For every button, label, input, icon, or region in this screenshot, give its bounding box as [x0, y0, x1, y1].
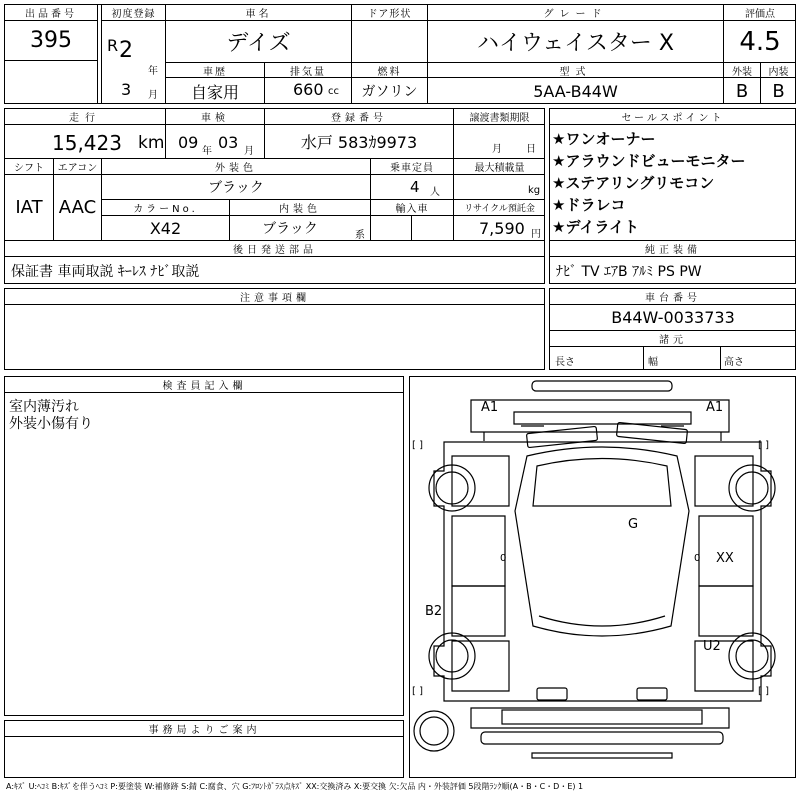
displacement-unit: cc [328, 86, 339, 97]
inspector-header: 検査員記入欄 [162, 381, 247, 392]
genuine-equipment-header: 純正装備 [645, 245, 701, 256]
interior-color-unit: 系 [355, 230, 365, 241]
bracket-mark: [ ] [412, 440, 423, 451]
dimension-width: 幅 [648, 357, 658, 368]
zero-mark: 0 [694, 553, 701, 564]
displacement-header: 排気量 [290, 66, 326, 77]
exterior-color-header: 外装色 [215, 163, 257, 174]
legend-text: A:ｷｽﾞ U:ﾍｺﾐ B:ｷｽﾞを伴うﾍｺﾐ P:要塗装 W:補修跡 S:錆 C:腐食、穴 G:ﾌﾛﾝﾄｶﾞﾗｽ点ｷｽﾞ XX:交換済み X:要交換 欠:欠品 内・外装評価 5段階ﾗﾝｸ順(A・B・C・D・E) 1 [6, 782, 584, 791]
capacity-unit: 人 [430, 187, 440, 198]
year-unit: 年 [148, 66, 158, 77]
aircon-header: エアコン [57, 163, 98, 174]
lot-number-header: 出品番号 [25, 9, 77, 20]
genuine-equipment-value: ﾅﾋﾞ TV ｴｱB ｱﾙﾐ PS PW [556, 263, 702, 280]
first-registration-header: 初度登録 [111, 9, 156, 20]
office-value [5, 737, 404, 777]
damage-mark-right-rear: U2 [703, 639, 721, 654]
sales-point-item: ★ステアリングリモコン [552, 174, 715, 192]
door-value [352, 21, 427, 62]
exterior-score-header: 外装 [732, 66, 752, 77]
bracket-mark: [ ] [412, 686, 423, 697]
shift-header: シフト [14, 163, 44, 174]
inspector-note: 室内薄汚れ [9, 399, 79, 415]
transfer-due-month: 月 [492, 144, 502, 155]
inspection-year: 09 [178, 133, 199, 152]
first-registration-year: 2 [119, 38, 133, 63]
max-load-header: 最大積載量 [474, 163, 525, 174]
interior-score-value: B [772, 80, 785, 102]
score-value: 4.5 [739, 26, 781, 57]
exterior-color-value: ブラック [208, 180, 264, 196]
recycle-header: リサイクル預託金 [464, 204, 535, 214]
damage-mark-right-side: XX [716, 551, 734, 566]
car-name-value: デイズ [226, 31, 291, 56]
inspection-header: 車検 [201, 113, 229, 124]
zero-mark: 0 [500, 553, 507, 564]
car-diagram [409, 376, 796, 778]
grade-value: ハイウェイスター X [477, 31, 674, 56]
bracket-mark: [ ] [758, 440, 769, 451]
office-header: 事務局よりご案内 [148, 725, 261, 736]
displacement-value: 660 [293, 80, 324, 99]
import-header: 輸入車 [395, 204, 429, 215]
sales-point-item: ★アラウンドビューモニター [552, 152, 746, 170]
inspector-note: 外装小傷有り [9, 416, 93, 432]
month-unit: 月 [148, 90, 158, 101]
era-label: R [107, 36, 119, 55]
score-header: 評価点 [745, 9, 775, 20]
sales-point-item: ★デイライト [552, 218, 639, 236]
color-no-value: X42 [149, 218, 182, 238]
door-header: ドア形状 [367, 9, 412, 20]
lot-number-value: 395 [30, 28, 72, 53]
plate-value: 水戸 583ｶ9973 [300, 133, 418, 152]
color-no-header: カラーNo. [133, 204, 198, 215]
dimension-length: 長さ [555, 357, 575, 368]
inspection-month: 03 [218, 133, 239, 152]
inspection-year-unit: 年 [202, 146, 212, 157]
sales-point-item: ★ワンオーナー [552, 130, 656, 148]
sales-point-item: ★ドラレコ [552, 196, 626, 214]
notes-header: 注意事項欄 [240, 293, 310, 304]
recycle-unit: 円 [531, 229, 541, 240]
damage-mark-left-rear: B2 [425, 604, 443, 619]
first-registration-month: 3 [121, 80, 132, 99]
capacity-value: 4 [410, 178, 420, 196]
transfer-due-header: 譲渡書類期限 [469, 113, 530, 124]
dimensions-header: 諸元 [659, 335, 687, 346]
bracket-mark: [ ] [758, 686, 769, 697]
interior-score-header: 内装 [768, 66, 789, 77]
mileage-unit: km [138, 133, 165, 153]
damage-mark-front-right: A1 [706, 400, 724, 415]
mileage-header: 走行 [69, 113, 101, 124]
car-name-header: 車名 [245, 9, 272, 20]
inspection-month-unit: 月 [244, 146, 254, 157]
shift-value: IAT [15, 197, 43, 218]
model-code-value: 5AA-B44W [533, 81, 618, 101]
plate-header: 登録番号 [331, 113, 387, 124]
max-load-unit: kg [528, 185, 541, 196]
interior-color-value: ブラック [262, 221, 318, 237]
later-parts-header: 後日発送部品 [233, 245, 317, 256]
notes-value [5, 305, 545, 325]
grade-header: グレード [543, 9, 608, 20]
model-code-header: 型式 [559, 66, 592, 77]
damage-mark-center: G [628, 517, 639, 532]
fuel-value: ガソリン [361, 84, 418, 100]
recycle-value: 7,590 [479, 219, 525, 238]
mileage-value: 15,423 [52, 131, 122, 155]
transfer-due-day: 日 [526, 144, 536, 155]
chassis-header: 車台番号 [645, 293, 701, 304]
sales-points-header: セールスポイント [621, 113, 725, 124]
interior-color-header: 内装色 [279, 204, 321, 215]
damage-mark-front-left: A1 [481, 400, 499, 415]
chassis-value: B44W-0033733 [611, 308, 735, 327]
history-header: 車歴 [203, 66, 227, 77]
dimension-height: 高さ [724, 357, 744, 368]
later-parts-value: 保証書 車両取説 ｷｰﾚｽ ﾅﾋﾞ取説 [11, 263, 200, 280]
capacity-header: 乗車定員 [390, 163, 434, 174]
exterior-score-value: B [735, 80, 749, 102]
history-value: 自家用 [190, 82, 239, 102]
fuel-header: 燃料 [377, 66, 402, 77]
aircon-value: AAC [58, 197, 97, 218]
